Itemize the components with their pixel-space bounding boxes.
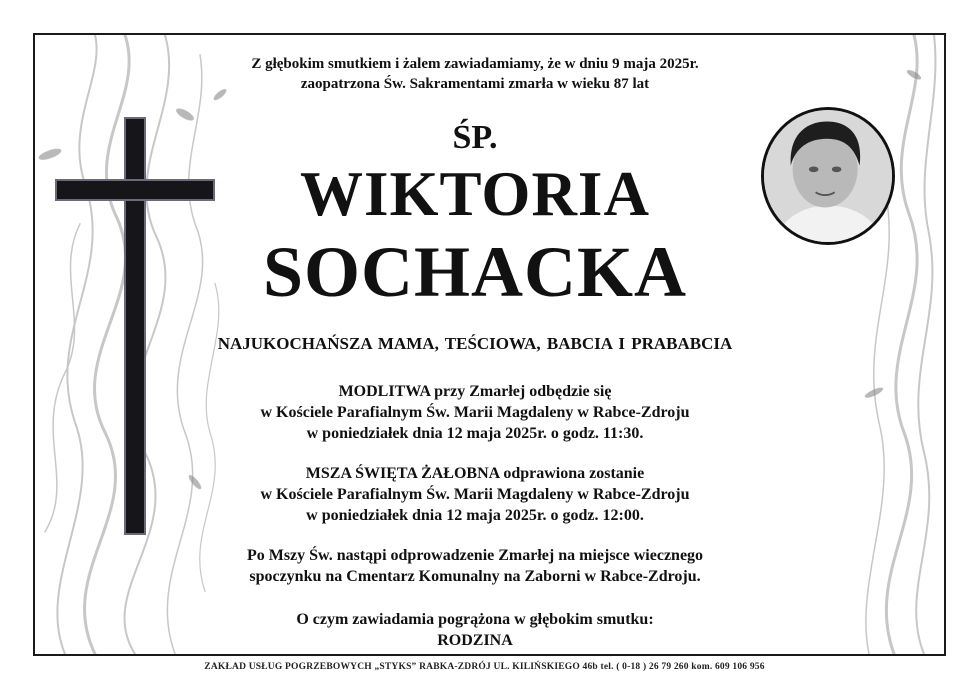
portrait-photo	[761, 107, 895, 245]
sp-prefix: ŚP.	[452, 119, 498, 156]
intro-line-2: zaopatrzona Św. Sakramentami zmarła w wieku 87 lat	[300, 76, 650, 92]
mass-line-2: w Kościele Parafialnym Św. Marii Magdaleny w Rabce-Zdroju	[260, 486, 690, 503]
burial-line-1: Po Mszy Św. nastąpi odprowadzenie Zmarłej na miejsce wiecznego	[246, 547, 704, 564]
prayer-info	[185, 381, 765, 444]
obituary-frame	[33, 33, 946, 656]
closing-line-1: O czym zawiadamia pogrążona w głębokim smutku:	[296, 611, 654, 628]
portrait-image	[764, 110, 892, 242]
prayer-line-2: w Kościele Parafialnym Św. Marii Magdaleny w Rabce-Zdroju	[260, 404, 690, 421]
burial-info	[185, 545, 765, 587]
intro-line-1: Z głębokim smutkiem i żalem zawiadamiamy, że w dniu 9 maja 2025r.	[251, 56, 699, 72]
deceased-first-name: WIKTORIA	[300, 159, 650, 229]
family-relation: NAJUKOCHAŃSZA MAMA, TEŚCIOWA, BABCIA I PRABABCIA	[217, 334, 733, 353]
mass-line-3: w poniedziałek dnia 12 maja 2025r. o godz. 12:00.	[306, 507, 644, 524]
closing-notice	[185, 609, 765, 651]
funeral-home-footer: ZAKŁAD USŁUG POGRZEBOWYCH „STYKS” RABKA-ZDRÓJ UL. KILIŃSKIEGO 46b tel. ( 0-18 ) 26 79 260 kom. 609 106 956	[204, 662, 765, 672]
mass-info	[185, 463, 765, 526]
burial-line-2: spoczynku na Cmentarz Komunalny na Zaborni w Rabce-Zdroju.	[249, 568, 701, 585]
mass-line-1: MSZA ŚWIĘTA ŻAŁOBNA odprawiona zostanie	[305, 465, 645, 482]
deceased-last-name: SOCHACKA	[262, 232, 688, 312]
prayer-line-1: MODLITWA przy Zmarłej odbędzie się	[338, 383, 612, 400]
prayer-line-3: w poniedziałek dnia 12 maja 2025r. o godz. 11:30.	[306, 425, 644, 442]
family-signature: RODZINA	[437, 632, 513, 649]
intro-announcement	[185, 54, 765, 94]
